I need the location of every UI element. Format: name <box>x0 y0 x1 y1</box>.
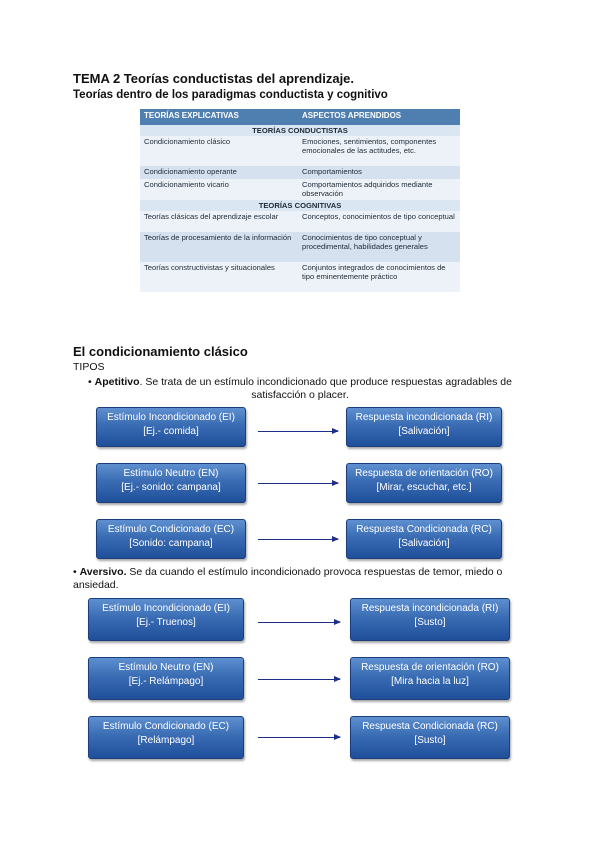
table-cell: Condicionamiento clásico <box>140 136 298 166</box>
appetitive-text: . Se trata de un estímulo incondicionado que produce respuestas agradables de satisfacción o placer. <box>139 376 512 401</box>
table-row <box>140 166 460 179</box>
box-example: [Relámpago] <box>137 735 195 746</box>
arrow-icon <box>258 483 338 484</box>
table-cell: Teorías constructivistas y situacionales <box>140 262 298 292</box>
box-example: [Sonido: campana] <box>129 538 213 549</box>
aversive-paragraph <box>73 566 528 592</box>
table-header-aspects: ASPECTOS APRENDIDOS <box>298 109 460 125</box>
stimulus-box <box>88 657 244 700</box>
box-label: Respuesta Condicionada (RC) <box>362 721 498 732</box>
response-box <box>350 598 510 641</box>
box-label: Estímulo Condicionado (EC) <box>102 721 230 732</box>
box-example: [Mirar, escuchar, etc.] <box>376 482 472 493</box>
table-header-theories: TEORÍAS EXPLICATIVAS <box>140 109 298 125</box>
aversive-text: Se da cuando el estímulo incondicionado provoca respuestas de temor, miedo o ansiedad. <box>73 566 503 591</box>
arrow-icon <box>258 737 340 738</box>
table-section-cognitive: TEORÍAS COGNITIVAS <box>140 200 460 211</box>
arrow-icon <box>258 431 338 432</box>
box-example: [Ej.- comida] <box>143 426 199 437</box>
appetitive-paragraph <box>74 376 526 402</box>
response-box <box>350 657 510 700</box>
box-label: Respuesta de orientación (RO) <box>355 468 493 479</box>
arrow-icon <box>258 622 340 623</box>
stimulus-box <box>96 463 246 503</box>
box-label: Respuesta incondicionada (RI) <box>355 412 493 423</box>
table-cell: Emociones, sentimientos, componentes emocionales de las actitudes, etc. <box>298 136 460 166</box>
box-label: Estímulo Neutro (EN) <box>118 662 214 673</box>
table-row <box>140 179 460 200</box>
table-section-behaviorist: TEORÍAS CONDUCTISTAS <box>140 125 460 136</box>
box-label: Estímulo Neutro (EN) <box>123 468 219 479</box>
box-example: [Mira hacia la luz] <box>391 676 469 687</box>
box-label: Estímulo Condicionado (EC) <box>107 524 235 535</box>
response-box <box>350 716 510 759</box>
aversive-label: Aversivo. <box>79 566 127 578</box>
table-cell: Comportamientos adquiridos mediante observación <box>298 179 460 200</box>
box-example: [Salivación] <box>398 538 450 549</box>
appetitive-label: Apetitivo <box>94 376 140 388</box>
bullet: • <box>88 376 95 388</box>
box-label: Estímulo Incondicionado (EI) <box>102 603 230 614</box>
table-cell: Conjuntos integrados de conocimientos de tipo eminentemente práctico <box>298 262 460 292</box>
table-cell: Condicionamiento operante <box>140 166 298 179</box>
box-label: Respuesta incondicionada (RI) <box>361 603 499 614</box>
stimulus-box <box>96 407 246 447</box>
response-box <box>346 407 502 447</box>
arrow-icon <box>258 679 340 680</box>
table-cell: Teorías de procesamiento de la información <box>140 232 298 262</box>
types-label: TIPOS <box>73 361 105 373</box>
box-label: Respuesta Condicionada (RC) <box>356 524 492 535</box>
box-example: [Ej.- Relámpago] <box>128 676 204 687</box>
box-example: [Salivación] <box>398 426 450 437</box>
document-title: TEMA 2 Teorías conductistas del aprendizaje. <box>73 71 355 86</box>
table-cell: Comportamientos <box>298 166 460 179</box>
document-subtitle: Teorías dentro de los paradigmas conductista y cognitivo <box>73 89 388 101</box>
box-example: [Ej.- Truenos] <box>136 617 196 628</box>
table-row <box>140 136 460 166</box>
box-label: Respuesta de orientación (RO) <box>361 662 499 673</box>
table-cell: Condicionamiento vicario <box>140 179 298 200</box>
arrow-icon <box>258 539 338 540</box>
response-box <box>346 519 502 559</box>
table-row <box>140 232 460 262</box>
box-label: Estímulo Incondicionado (EI) <box>107 412 235 423</box>
table-cell: Teorías clásicas del aprendizaje escolar <box>140 211 298 232</box>
table-cell: Conocimientos de tipo conceptual y procedimental, habilidades generales <box>298 232 460 262</box>
table-cell: Conceptos, conocimientos de tipo conceptual <box>298 211 460 232</box>
theories-table <box>140 109 460 292</box>
stimulus-box <box>96 519 246 559</box>
box-example: [Susto] <box>414 617 446 628</box>
table-row <box>140 262 460 292</box>
box-example: [Ej.- sonido: campana] <box>121 482 221 493</box>
stimulus-box <box>88 716 244 759</box>
bullet: • <box>73 566 80 578</box>
stimulus-box <box>88 598 244 641</box>
box-example: [Susto] <box>414 735 446 746</box>
response-box <box>346 463 502 503</box>
table-row <box>140 211 460 232</box>
section-title: El condicionamiento clásico <box>73 344 248 359</box>
